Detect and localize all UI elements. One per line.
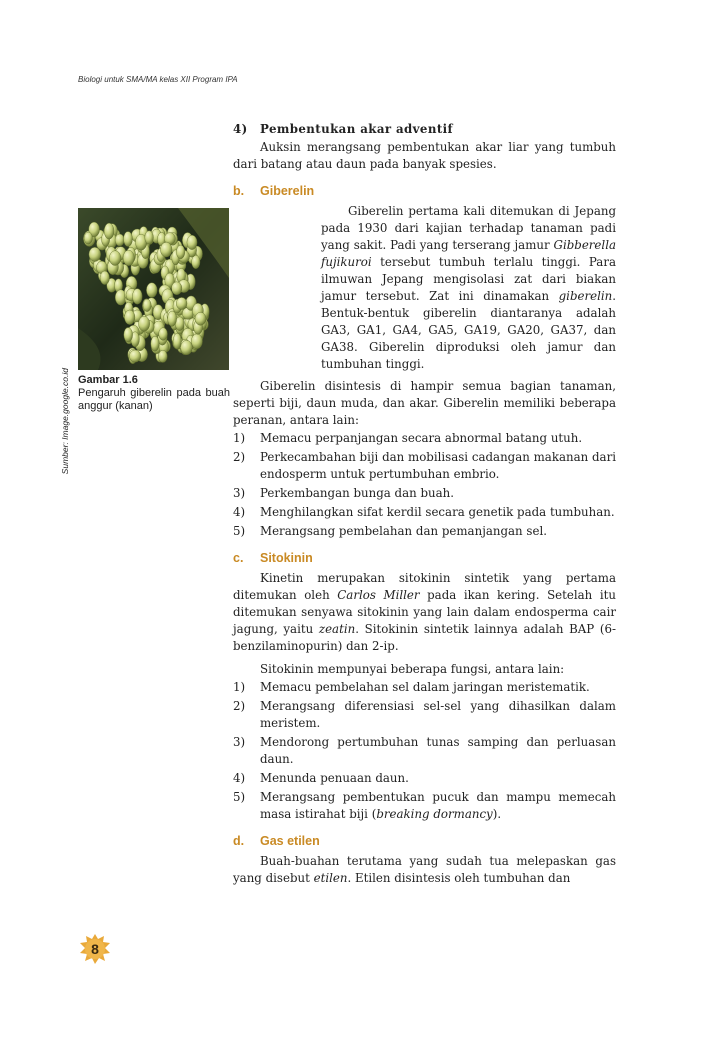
list-item: 3) Mendorong pertumbuhan tunas samping dan perluasan daun. — [233, 735, 616, 766]
paragraph: Buah-buahan terutama yang sudah tua melepaskan gas yang disebut etilen. Etilen disintesis oleh tumbuhan dan — [233, 854, 616, 885]
list-item: 3) Perkembangan bunga dan buah. — [233, 486, 455, 500]
figure-source-text: Sumber: Image.google.co.id — [60, 368, 70, 475]
list-item: 1) Memacu pembelahan sel dalam jaringan meristematik. — [233, 680, 590, 694]
paragraph: Sitokinin mempunyai beberapa fungsi, antara lain: — [260, 662, 565, 676]
running-head: Biologi untuk SMA/MA kelas XII Program IPA — [78, 75, 238, 84]
list-item: 2) Merangsang diferensiasi sel-sel yang dihasilkan dalam meristem. — [233, 699, 616, 730]
list-item: 1) Memacu perpanjangan secara abnormal batang utuh. — [233, 431, 583, 445]
list-item: 4) Menunda penuaan daun. — [233, 771, 409, 785]
grape-photo — [78, 208, 229, 370]
paragraph: Giberelin disintesis di hampir semua bagian tanaman, seperti biji, daun muda, dan akar. Giberelin memiliki beberapa peranan, antara lain: — [233, 379, 616, 427]
main-column — [233, 121, 616, 893]
section-heading-gas-etilen: d. Gas etilen — [233, 834, 320, 848]
list-item: 5) Merangsang pembelahan dan pemanjangan sel. — [233, 524, 547, 538]
subsection-heading-4: 4) Pembentukan akar adventif — [233, 122, 454, 136]
subsection-title: Pembentukan akar adventif — [260, 122, 454, 136]
paragraph: Giberelin pertama kali ditemukan di Jepang pada 1930 dari kajian terhadap tanaman padi yang sakit. Padi yang terserang jamur Gibberella fujikuroi tersebut tumbuh terlalu tinggi. Para ilmuwan Jepang mengisolasi zat dari biakan jamur tersebut. Zat ini dinamakan giberelin. Bentuk-bentuk giberelin diantaranya adalah GA3, GA1, GA4, GA5, GA19, GA20, GA37, dan GA38. Giberelin diproduksi oleh jamur dan tumbuhan tinggi. — [321, 204, 616, 371]
page-number: 8 — [91, 941, 99, 957]
giberelin-function-list — [233, 430, 616, 540]
paragraph: Kinetin merupakan sitokinin sintetik yang pertama ditemukan oleh Carlos Miller pada ikan kering. Setelah itu ditemukan senyawa sitokinin yang lain dalam endosperma cair jagung, yaitu zeatin. Sitokinin sintetik lainnya adalah BAP (6-benzilaminopurin) dan 2-ip. — [233, 571, 616, 653]
sitokinin-function-list — [233, 679, 616, 823]
figure-caption-number: Gambar 1.6 — [78, 374, 138, 386]
figure-caption — [78, 374, 230, 413]
paragraph: Auksin merangsang pembentukan akar liar yang tumbuh dari batang atau daun pada banyak spesies. — [233, 140, 616, 171]
figure-caption-text: Pengaruh giberelin pada buah anggur (kanan) — [78, 387, 230, 412]
list-item: 4) Menghilangkan sifat kerdil secara genetik pada tumbuhan. — [233, 505, 615, 519]
section-title: Gas etilen — [260, 834, 320, 848]
list-item: 5) Merangsang pembentukan pucuk dan mampu memecah masa istirahat biji (breaking dormancy). — [233, 790, 616, 821]
section-heading-giberelin: b. Giberelin — [233, 184, 315, 198]
figure-source — [58, 368, 72, 528]
section-title: Giberelin — [260, 184, 315, 198]
section-heading-sitokinin: c. Sitokinin — [233, 551, 313, 565]
wrapped-paragraph — [233, 203, 616, 373]
section-title: Sitokinin — [260, 551, 313, 565]
page-number-badge — [78, 932, 112, 966]
list-item: 2) Perkecambahan biji dan mobilisasi cadangan makanan dari endosperm untuk pertumbuhan embrio. — [233, 450, 616, 481]
